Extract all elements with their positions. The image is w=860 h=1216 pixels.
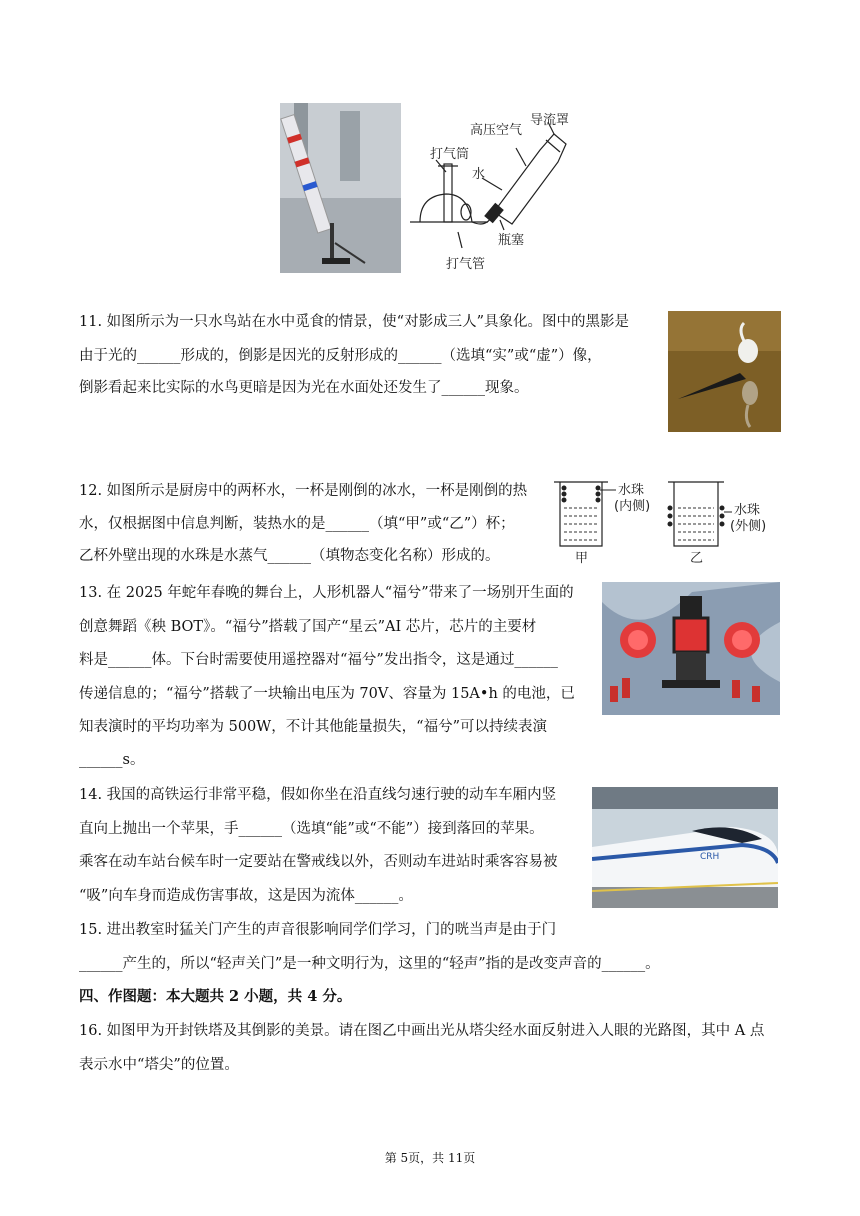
label-water: 水 — [472, 167, 486, 182]
q12-line-2: 水，仅根据图中信息判断，装热水的是______（填“甲”或“乙”）杯； — [79, 516, 515, 532]
label-pump-tube: 打气管 — [446, 257, 486, 272]
water-bird-photo — [668, 311, 781, 432]
label-stopper: 瓶塞 — [498, 233, 525, 248]
train-logo: CRH — [700, 852, 720, 862]
q15-line-1: 15. 进出教室时猛关门产生的声音很影响同学们学习，门的咣当声是由于门 — [79, 922, 557, 938]
q13-line-6: ______s。 — [79, 752, 145, 768]
q14-line-4: “吸”向车身而造成伤害事故，这是因为流体______。 — [79, 888, 413, 904]
q13-line-3: 料是______体。下台时需要使用遥控器对“福兮”发出指令，这是通过______ — [79, 652, 558, 668]
section-4-heading: 四、作图题：本大题共 2 小题，共 4 分。 — [79, 988, 352, 1005]
beaker-a-note-2: (内侧) — [614, 499, 651, 514]
q16-line-1: 16. 如图甲为开封铁塔及其倒影的美景。请在图乙中画出光从塔尖经水面反射进入人眼的光路图，其中 A 点 — [79, 1023, 765, 1039]
water-rocket-photo — [280, 103, 401, 273]
q11-line-3: 倒影看起来比实际的水鸟更暗是因为光在水面处还发生了______现象。 — [79, 380, 529, 396]
beaker-a-label: 甲 — [575, 551, 589, 566]
q12-line-3: 乙杯外壁出现的水珠是水蒸气______（填物态变化名称）形成的。 — [79, 548, 500, 564]
q14-line-1: 14. 我国的高铁运行非常平稳，假如你坐在沿直线匀速行驶的动车车厢内竖 — [79, 787, 557, 803]
q12-line-1: 12. 如图所示是厨房中的两杯水，一杯是刚倒的冰水，一杯是刚倒的热 — [79, 483, 528, 499]
q11-line-2: 由于光的______形成的，倒影是因光的反射形成的______（选填“实”或“虚”）像， — [79, 348, 602, 364]
water-rocket-diagram — [408, 104, 594, 278]
q14-line-2: 直向上抛出一个苹果，手______（选填“能”或“不能”）接到落回的苹果。 — [79, 821, 544, 837]
robot-dance-photo — [602, 582, 780, 715]
q13-line-4: 传递信息的；“福兮”搭载了一块输出电压为 70V、容量为 15A•h 的电池，已 — [79, 686, 575, 702]
q13-line-2: 创意舞蹈《秧 BOT》。“福兮”搭载了国产“星云”AI 芯片，芯片的主要材 — [79, 619, 537, 635]
beaker-b-note-2: (外侧) — [730, 519, 767, 534]
q13-line-5: 知表演时的平均功率为 500W，不计其他能量损失，“福兮”可以持续表演 — [79, 719, 548, 735]
high-speed-train-photo — [592, 787, 778, 908]
beaker-a-note-1: 水珠 — [618, 483, 645, 498]
q15-line-2: ______产生的，所以“轻声关门”是一种文明行为，这里的“轻声”指的是改变声音的______。 — [79, 956, 660, 972]
beaker-b-label: 乙 — [690, 551, 704, 566]
beakers-diagram — [552, 474, 782, 566]
page-footer: 第 5页，共 11页 — [384, 1151, 476, 1165]
label-pump: 打气筒 — [430, 147, 470, 162]
q14-line-3: 乘客在动车站台候车时一定要站在警戒线以外，否则动车进站时乘客容易被 — [79, 854, 558, 870]
beaker-b-note-1: 水珠 — [734, 503, 761, 518]
label-fairing: 导流罩 — [530, 113, 570, 128]
q13-line-1: 13. 在 2025 年蛇年春晚的舞台上，人形机器人“福兮”带来了一场别开生面的 — [79, 585, 574, 601]
q11-line-1: 11. 如图所示为一只水鸟站在水中觅食的情景，使“对影成三人”具象化。图中的黑影是 — [79, 314, 629, 330]
label-high-pressure-air: 高压空气 — [470, 123, 523, 138]
q16-line-2: 表示水中“塔尖”的位置。 — [79, 1057, 239, 1073]
